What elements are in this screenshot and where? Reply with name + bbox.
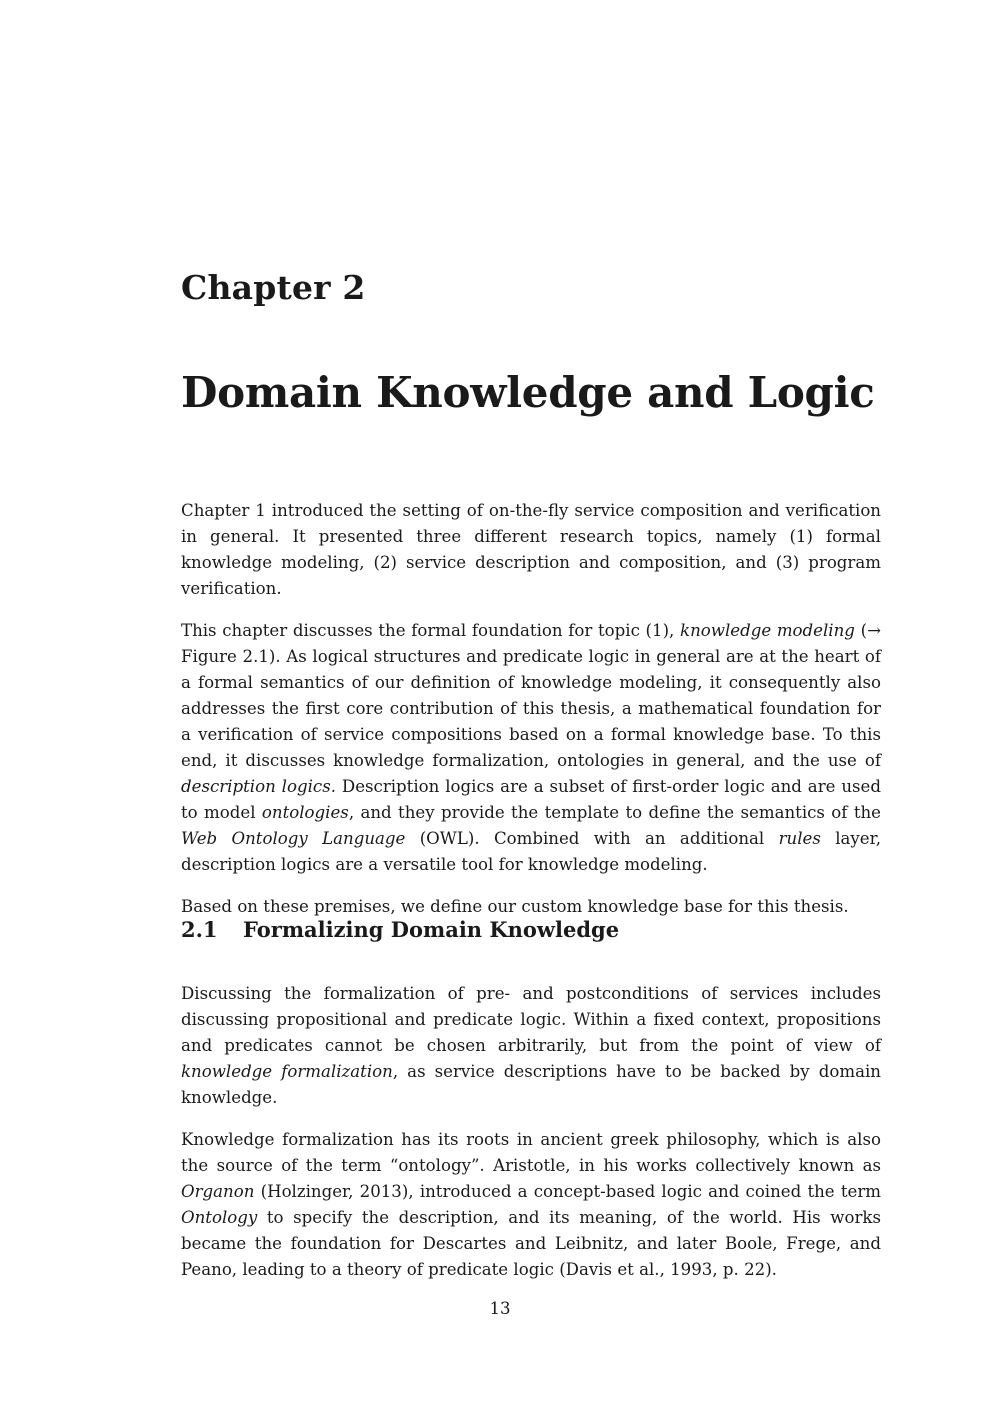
term-knowledge-formalization: knowledge formalization [181, 1062, 393, 1081]
page-number: 13 [489, 1299, 511, 1318]
section-number: 2.1 [181, 917, 218, 942]
chapter-title: Domain Knowledge and Logic [181, 368, 875, 417]
term-web-ontology-language: Web Ontology Language [181, 829, 406, 848]
intro-paragraph-2: This chapter discusses the formal foundation for topic (1), knowledge modeling (→ Figure 2.1). As logical structures and predicate logic in general are at the heart of a formal semantics of our definition of knowledge modeling, it consequently also addresses the first core contribution of this thesis, a mathematical foundation for a verification of service compositions based on a formal knowledge base. To this end, it discusses knowledge formalization, ontologies in general, and the use of description logics. Description logics are a subset of first-order logic and are used to model ontologies, and they provide the template to define the semantics of the Web Ontology Language (OWL). Combined with an additional rules layer, description logics are a versatile tool for knowledge modeling. [181, 621, 881, 874]
intro-text [181, 498, 881, 920]
term-rules: rules [778, 829, 821, 848]
chapter-label: Chapter 2 [181, 268, 366, 307]
term-ontology: Ontology [181, 1208, 258, 1227]
section-paragraph-2: Knowledge formalization has its roots in ancient greek philosophy, which is also the source of the term “ontology”. Aristotle, in his works collectively known as Organon (Holzinger, 2013), introduced a concept-based logic and coined the term Ontology to specify the description, and its meaning, of the world. His works became the foundation for Descartes and Leibnitz, and later Boole, Frege, and Peano, leading to a theory of predicate logic (Davis et al., 1993, p. 22). [181, 1130, 881, 1279]
intro-paragraph-3: Based on these premises, we define our custom knowledge base for this thesis. [181, 897, 849, 916]
section-text [181, 981, 881, 1283]
term-description-logics: description logics. [181, 777, 336, 796]
section-title: Formalizing Domain Knowledge [243, 917, 620, 942]
section-paragraph-1: Discussing the formalization of pre- and postconditions of services includes discussing propositional and predicate logic. Within a fixed context, propositions and predicates cannot be chosen arbitrarily, but from the point of view of knowledge formalization, as service descriptions have to be backed by domain knowledge. [181, 984, 881, 1107]
term-ontologies: ontologies [261, 803, 349, 822]
intro-paragraph-1: Chapter 1 introduced the setting of on-the-fly service composition and verification in general. It presented three different research topics, namely (1) formal knowledge modeling, (2) service description and composition, and (3) program verification. [181, 501, 881, 598]
term-organon: Organon [181, 1182, 255, 1201]
section-heading [181, 917, 619, 942]
term-knowledge-modeling: knowledge modeling [680, 621, 855, 640]
